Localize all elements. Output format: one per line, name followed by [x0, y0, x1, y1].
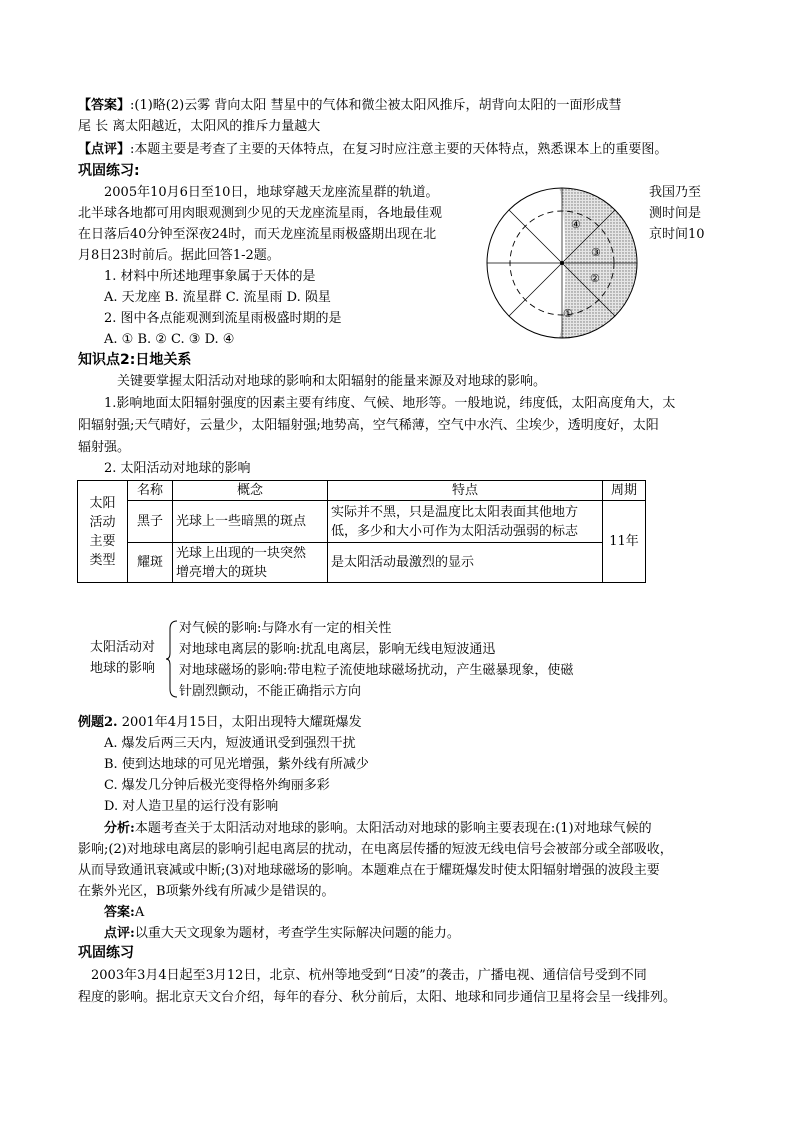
question-2: 2. 图中各点能观测到流星雨极盛时期的是	[104, 311, 342, 326]
example2-option-b: B. 使到达地球的可见光增强，紫外线有所减少	[104, 757, 369, 772]
figure-mark-1: ①	[563, 307, 573, 320]
header-feature: 特点	[328, 481, 603, 501]
header-concept: 概念	[173, 481, 328, 501]
figure-mark-2: ②	[590, 272, 600, 285]
practice-line-1: 2005年10月6日至10日，地球穿越天龙座流星群的轨道。	[104, 185, 439, 200]
example2-stem: 例题2. 2001年4月15日，太阳出现特大耀斑爆发	[78, 715, 362, 730]
side-text-2: 测时间是	[649, 206, 702, 221]
example2-option-a: A. 爆发后两三天内，短波通讯受到强烈干扰	[104, 736, 356, 751]
comment-label: 【点评】	[78, 142, 131, 157]
side-text-1: 我国乃至	[649, 185, 702, 200]
kp2-p2: 2. 太阳活动对地球的影响	[104, 461, 251, 476]
cell-name-sunspot: 黑子	[128, 501, 173, 543]
example2-comment: 点评:以重大天文现象为题材，考查学生实际解决问题的能力。	[104, 926, 460, 941]
kp2-p1-line-1: 1.影响地面太阳辐射强度的因素主要有纬度、气候、地形等。一般地说，纬度低，太阳高度角大，太	[104, 396, 676, 411]
practice-line-4: 月8日23时前后。据此回答1-2题。	[78, 248, 280, 263]
influence-item-2: 对地球电离层的影响:扰乱电离层，影响无线电短波通迅	[179, 642, 496, 657]
analysis-line-4: 在紫外光区，B项紫外线有所减少是错误的。	[78, 884, 335, 899]
cell-concept-sunspot: 光球上一些暗黑的斑点	[173, 501, 328, 543]
table-row	[78, 501, 646, 543]
answer-label: 【答案】	[78, 98, 131, 113]
cell-period: 11年	[603, 501, 646, 583]
header-name: 名称	[128, 481, 173, 501]
question-1-options: A. 天龙座 B. 流星群 C. 流星雨 D. 陨星	[104, 290, 331, 305]
cell-feature-flare: 是太阳活动最激烈的显示	[328, 543, 603, 583]
practice-line-3: 在日落后40分钟至深夜24时，而天龙座流星雨极盛期出现在北	[78, 227, 437, 242]
example2-option-c: C. 爆发几分钟后极光变得格外绚丽多彩	[104, 778, 330, 793]
solar-activity-table	[77, 480, 646, 583]
influence-item-3: 对地球磁场的影响:带电粒子流使地球磁场扰动，产生磁暴现象，使磁	[179, 663, 574, 678]
influence-item-4: 针剧烈颤动，不能正确指示方向	[179, 684, 362, 699]
influence-left-2: 地球的影响	[90, 661, 156, 676]
example2-answer: 答案:A	[104, 905, 145, 920]
question-1: 1. 材料中所述地理事象属于天体的是	[104, 269, 316, 284]
header-period: 周期	[603, 481, 646, 501]
answer-line-1: 【答案】:(1)略(2)云雾 背向太阳 彗星中的气体和微尘被太阳风推斥，胡背向太阳的一面形成彗	[78, 98, 622, 113]
example2-option-d: D. 对人造卫星的运行没有影响	[104, 799, 279, 814]
kp2-p1-line-3: 辐射强。	[78, 440, 131, 455]
example2-comment-label: 点评:	[104, 926, 135, 941]
side-text-3: 京时间10	[649, 227, 705, 242]
analysis-line-3: 从而导致通讯衰减或中断;(3)对地球磁场的影响。本题难点在于耀斑爆发时使太阳辐射增强的波段主要	[78, 863, 660, 878]
table-row-header: 太阳 活动 主要 类型	[78, 481, 128, 583]
practice2-title: 巩固练习	[78, 945, 134, 961]
practice2-line-1: 2003年3月4日起至3月12日，北京、杭州等地受到“日凌”的袭击，广播电视、通信信号受到不同	[91, 968, 647, 983]
brace-icon	[166, 619, 178, 699]
answer-line-2: 尾 长 离太阳越近，太阳风的推斥力量越大	[78, 119, 321, 134]
globe-figure	[484, 183, 640, 343]
figure-mark-3: ③	[591, 246, 601, 259]
practice-line-2: 北半球各地都可用肉眼观测到少见的天龙座流星雨，各地最佳观	[78, 206, 443, 221]
practice-title: 巩固练习:	[78, 163, 140, 179]
question-2-options: A. ① B. ② C. ③ D. ④	[104, 332, 235, 347]
comment-line: 【点评】:本题主要是考查了主要的天体特点，在复习时应注意主要的天体特点，熟悉课本上的重要图。	[78, 142, 668, 157]
kp2-title: 知识点2:日地关系	[78, 352, 192, 368]
cell-feature-sunspot: 实际并不黑，只是温度比太阳表面其他地方 低，多少和大小可作为太阳活动强弱的标志	[328, 501, 603, 543]
cell-concept-flare: 光球上出现的一块突然 增亮增大的斑块	[173, 543, 328, 583]
example2-title: 例题2.	[78, 715, 118, 730]
analysis-line-1: 分析:本题考查关于太阳活动对地球的影响。太阳活动对地球的影响主要表现在:(1)对地球气候的	[104, 821, 652, 836]
analysis-line-2: 影响;(2)对地球电离层的影响引起电离层的扰动，在电离层传播的短波无线电信号会被部分或全部吸收，	[78, 842, 673, 857]
table-row	[78, 543, 646, 583]
practice2-line-2: 程度的影响。据北京天文台介绍，每年的春分、秋分前后，太阳、地球和同步通信卫星将会呈一线排列。	[78, 990, 677, 1005]
kp2-p1-line-2: 阳辐射强;天气晴好，云量少，太阳辐射强;地势高，空气稀薄，空气中水汽、尘埃少，透明度好，太阳	[78, 418, 659, 433]
analysis-label: 分析:	[104, 821, 135, 836]
example2-answer-label: 答案:	[104, 905, 135, 920]
cell-name-flare: 耀斑	[128, 543, 173, 583]
influence-left-1: 太阳活动对	[90, 640, 156, 655]
kp2-key: 关键要掌握太阳活动对地球的影响和太阳辐射的能量来源及对地球的影响。	[117, 374, 547, 389]
influence-item-1: 对气候的影响:与降水有一定的相关性	[179, 621, 392, 636]
figure-mark-4: ④	[571, 218, 581, 231]
